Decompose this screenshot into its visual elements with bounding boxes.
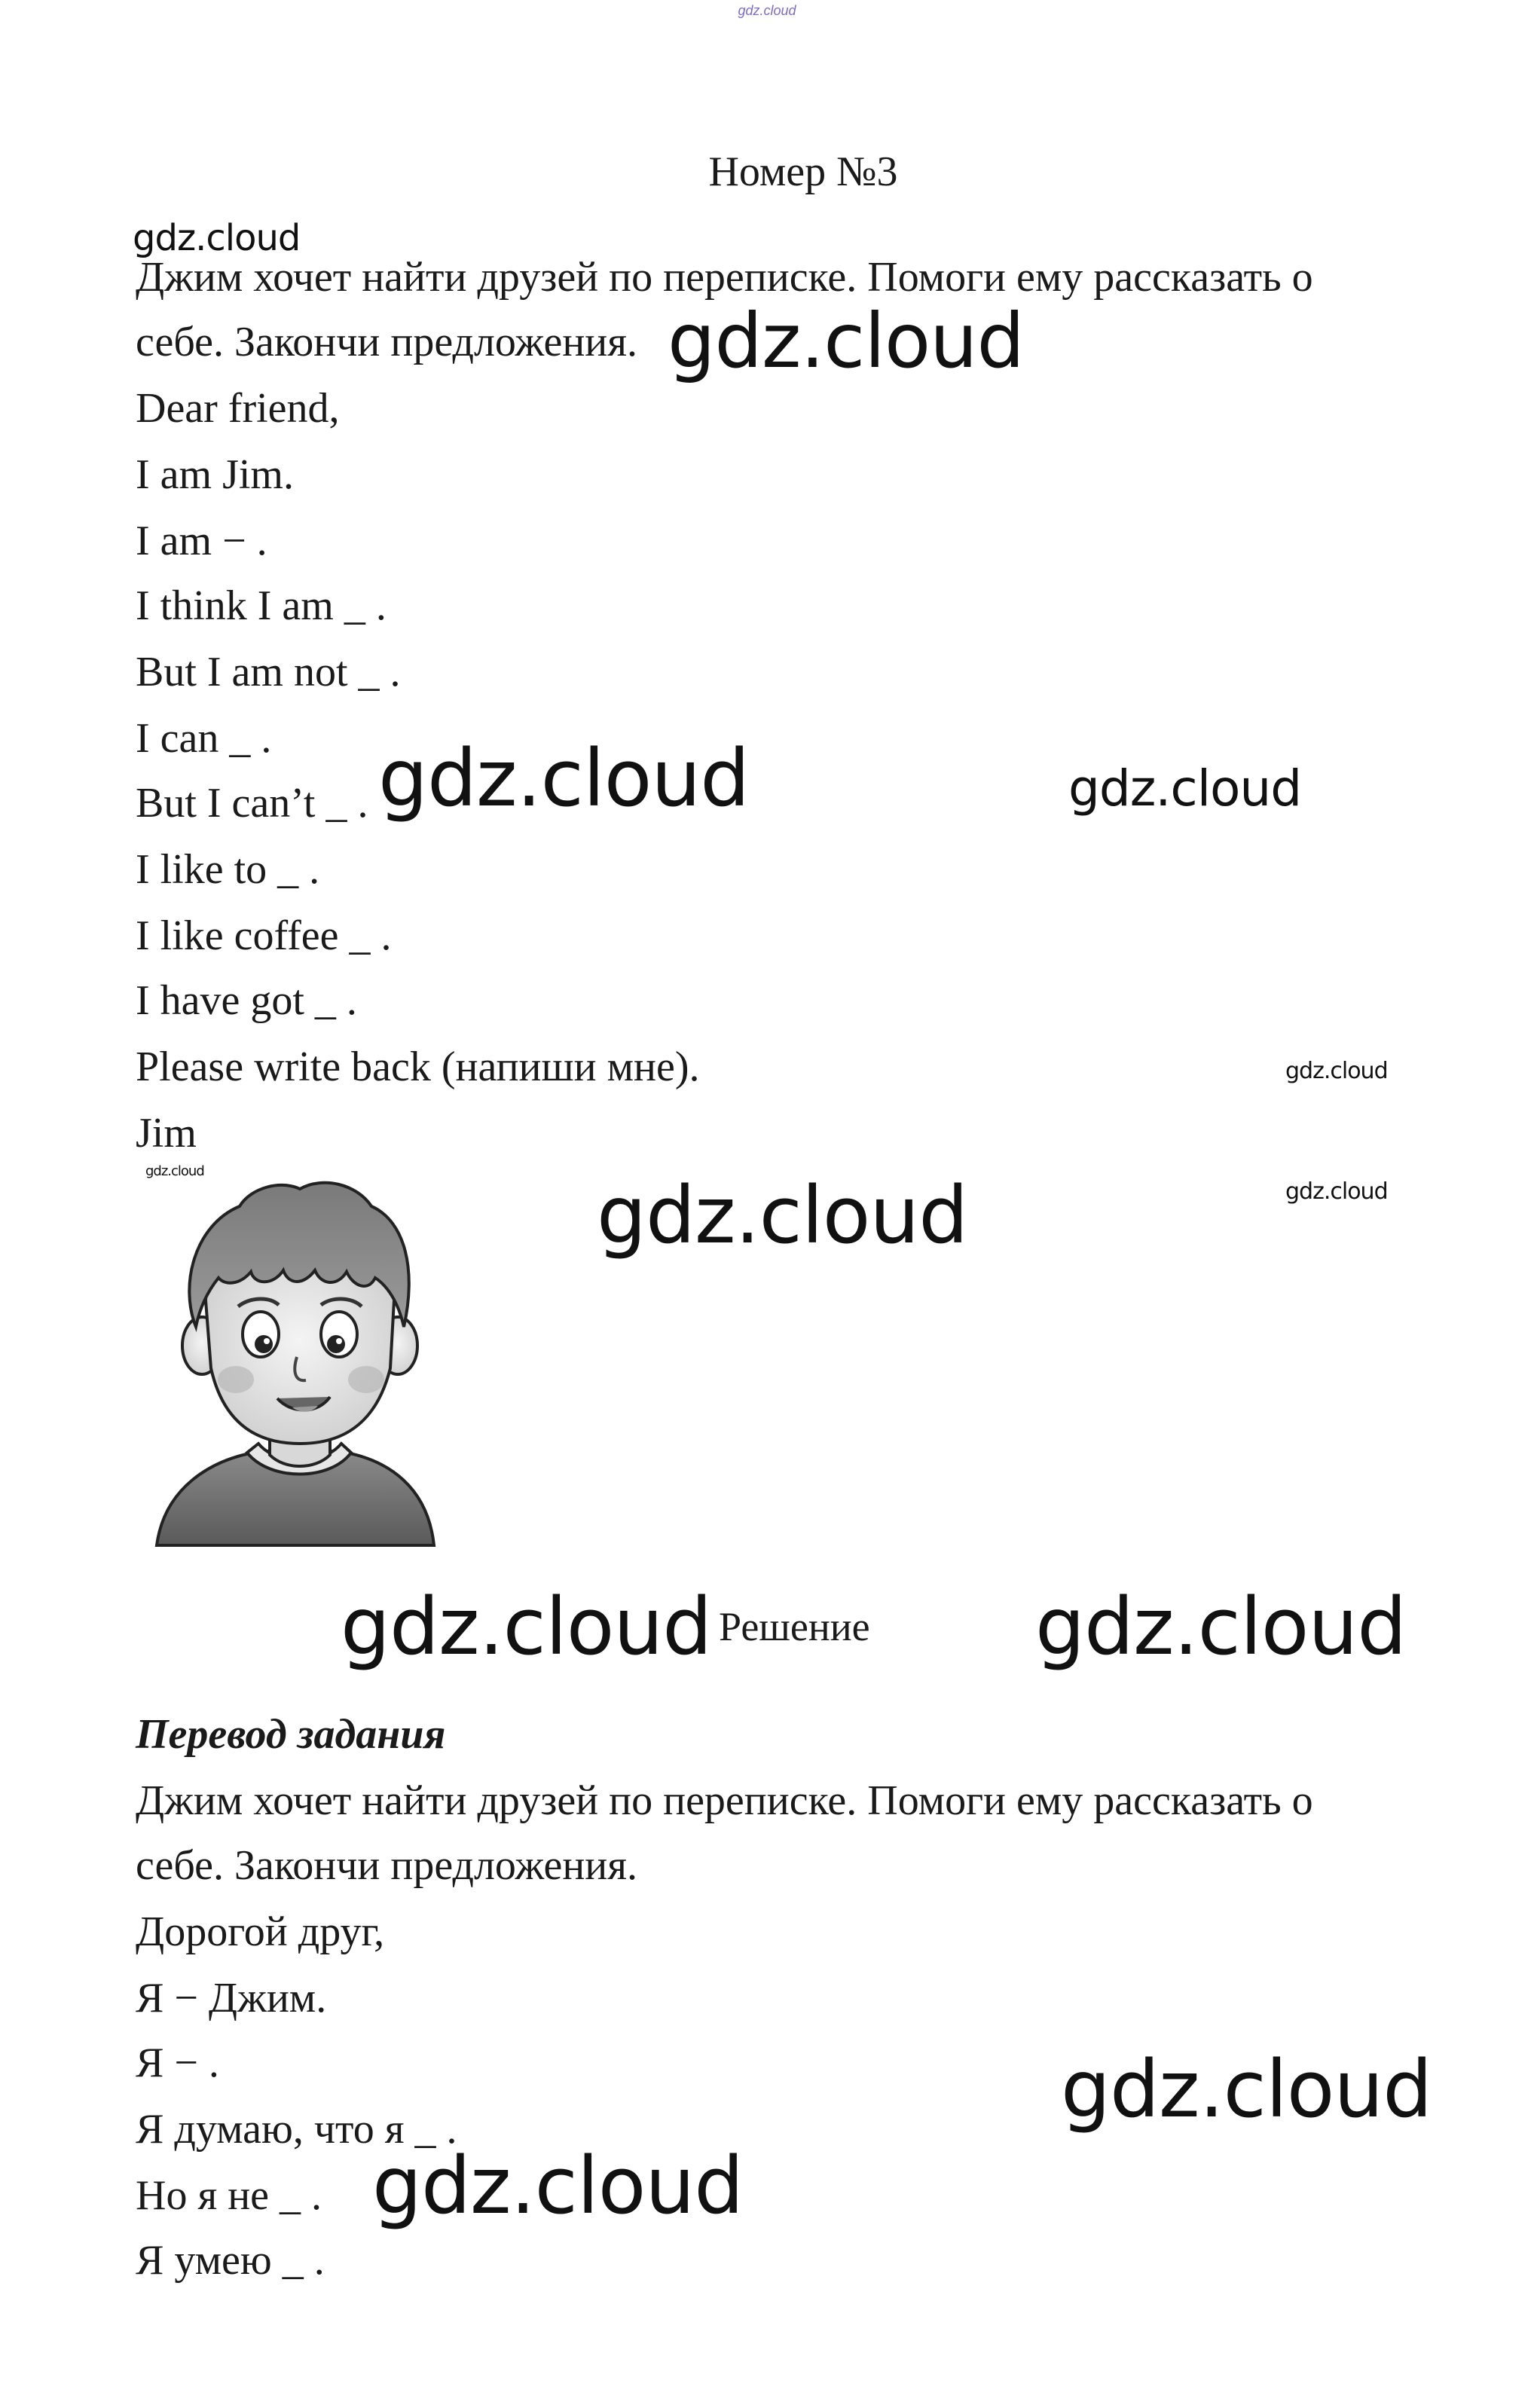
translation-heading: Перевод задания [136, 1711, 446, 1758]
task-line: I am − . [136, 518, 267, 564]
watermark: gdz.cloud [145, 1163, 204, 1179]
task-line: But I can’t _ . [136, 780, 368, 827]
watermark: gdz.cloud [597, 1169, 968, 1261]
watermark: gdz.cloud [133, 217, 301, 259]
task-line: I am Jim. [136, 451, 294, 498]
translation-line: Я − . [136, 2040, 219, 2086]
watermark: gdz.cloud [1285, 1178, 1388, 1205]
watermark: gdz.cloud [372, 2140, 744, 2232]
translation-line: Я думаю, что я _ . [136, 2106, 457, 2153]
watermark: gdz.cloud [668, 297, 1025, 385]
task-line: I can _ . [136, 715, 272, 762]
watermark: gdz.cloud [1068, 759, 1302, 817]
translation-line: Я − Джим. [136, 1975, 327, 2021]
task-line: I have got _ . [136, 977, 357, 1024]
translation-line: себе. Закончи предложения. [136, 1842, 638, 1889]
task-line: Джим хочет найти друзей по переписке. Помоги ему рассказать о [136, 254, 1313, 301]
task-line: Dear friend, [136, 385, 340, 432]
task-line: Jim [136, 1110, 197, 1157]
top-watermark: gdz.cloud [738, 3, 796, 18]
task-line: I think I am _ . [136, 582, 387, 629]
page-title: Номер №3 [708, 148, 898, 195]
task-line: I like to _ . [136, 846, 320, 893]
watermark: gdz.cloud [378, 732, 750, 824]
translation-line: Но я не _ . [136, 2172, 322, 2219]
translation-line: Я умею _ . [136, 2237, 325, 2284]
solution-title: Решение [719, 1604, 870, 1649]
watermark: gdz.cloud [1285, 1058, 1388, 1084]
watermark: gdz.cloud [1035, 1581, 1407, 1673]
task-line: Please write back (напиши мне). [136, 1044, 700, 1090]
boy-illustration [149, 1172, 442, 1549]
translation-line: Джим хочет найти друзей по переписке. Помоги ему рассказать о [136, 1777, 1313, 1824]
watermark: gdz.cloud [341, 1581, 712, 1673]
task-line: But I am not _ . [136, 649, 401, 695]
task-line: I like coffee _ . [136, 912, 392, 959]
translation-line: Дорогой друг, [136, 1908, 385, 1955]
task-line: себе. Закончи предложения. [136, 319, 638, 365]
watermark: gdz.cloud [1061, 2043, 1432, 2135]
